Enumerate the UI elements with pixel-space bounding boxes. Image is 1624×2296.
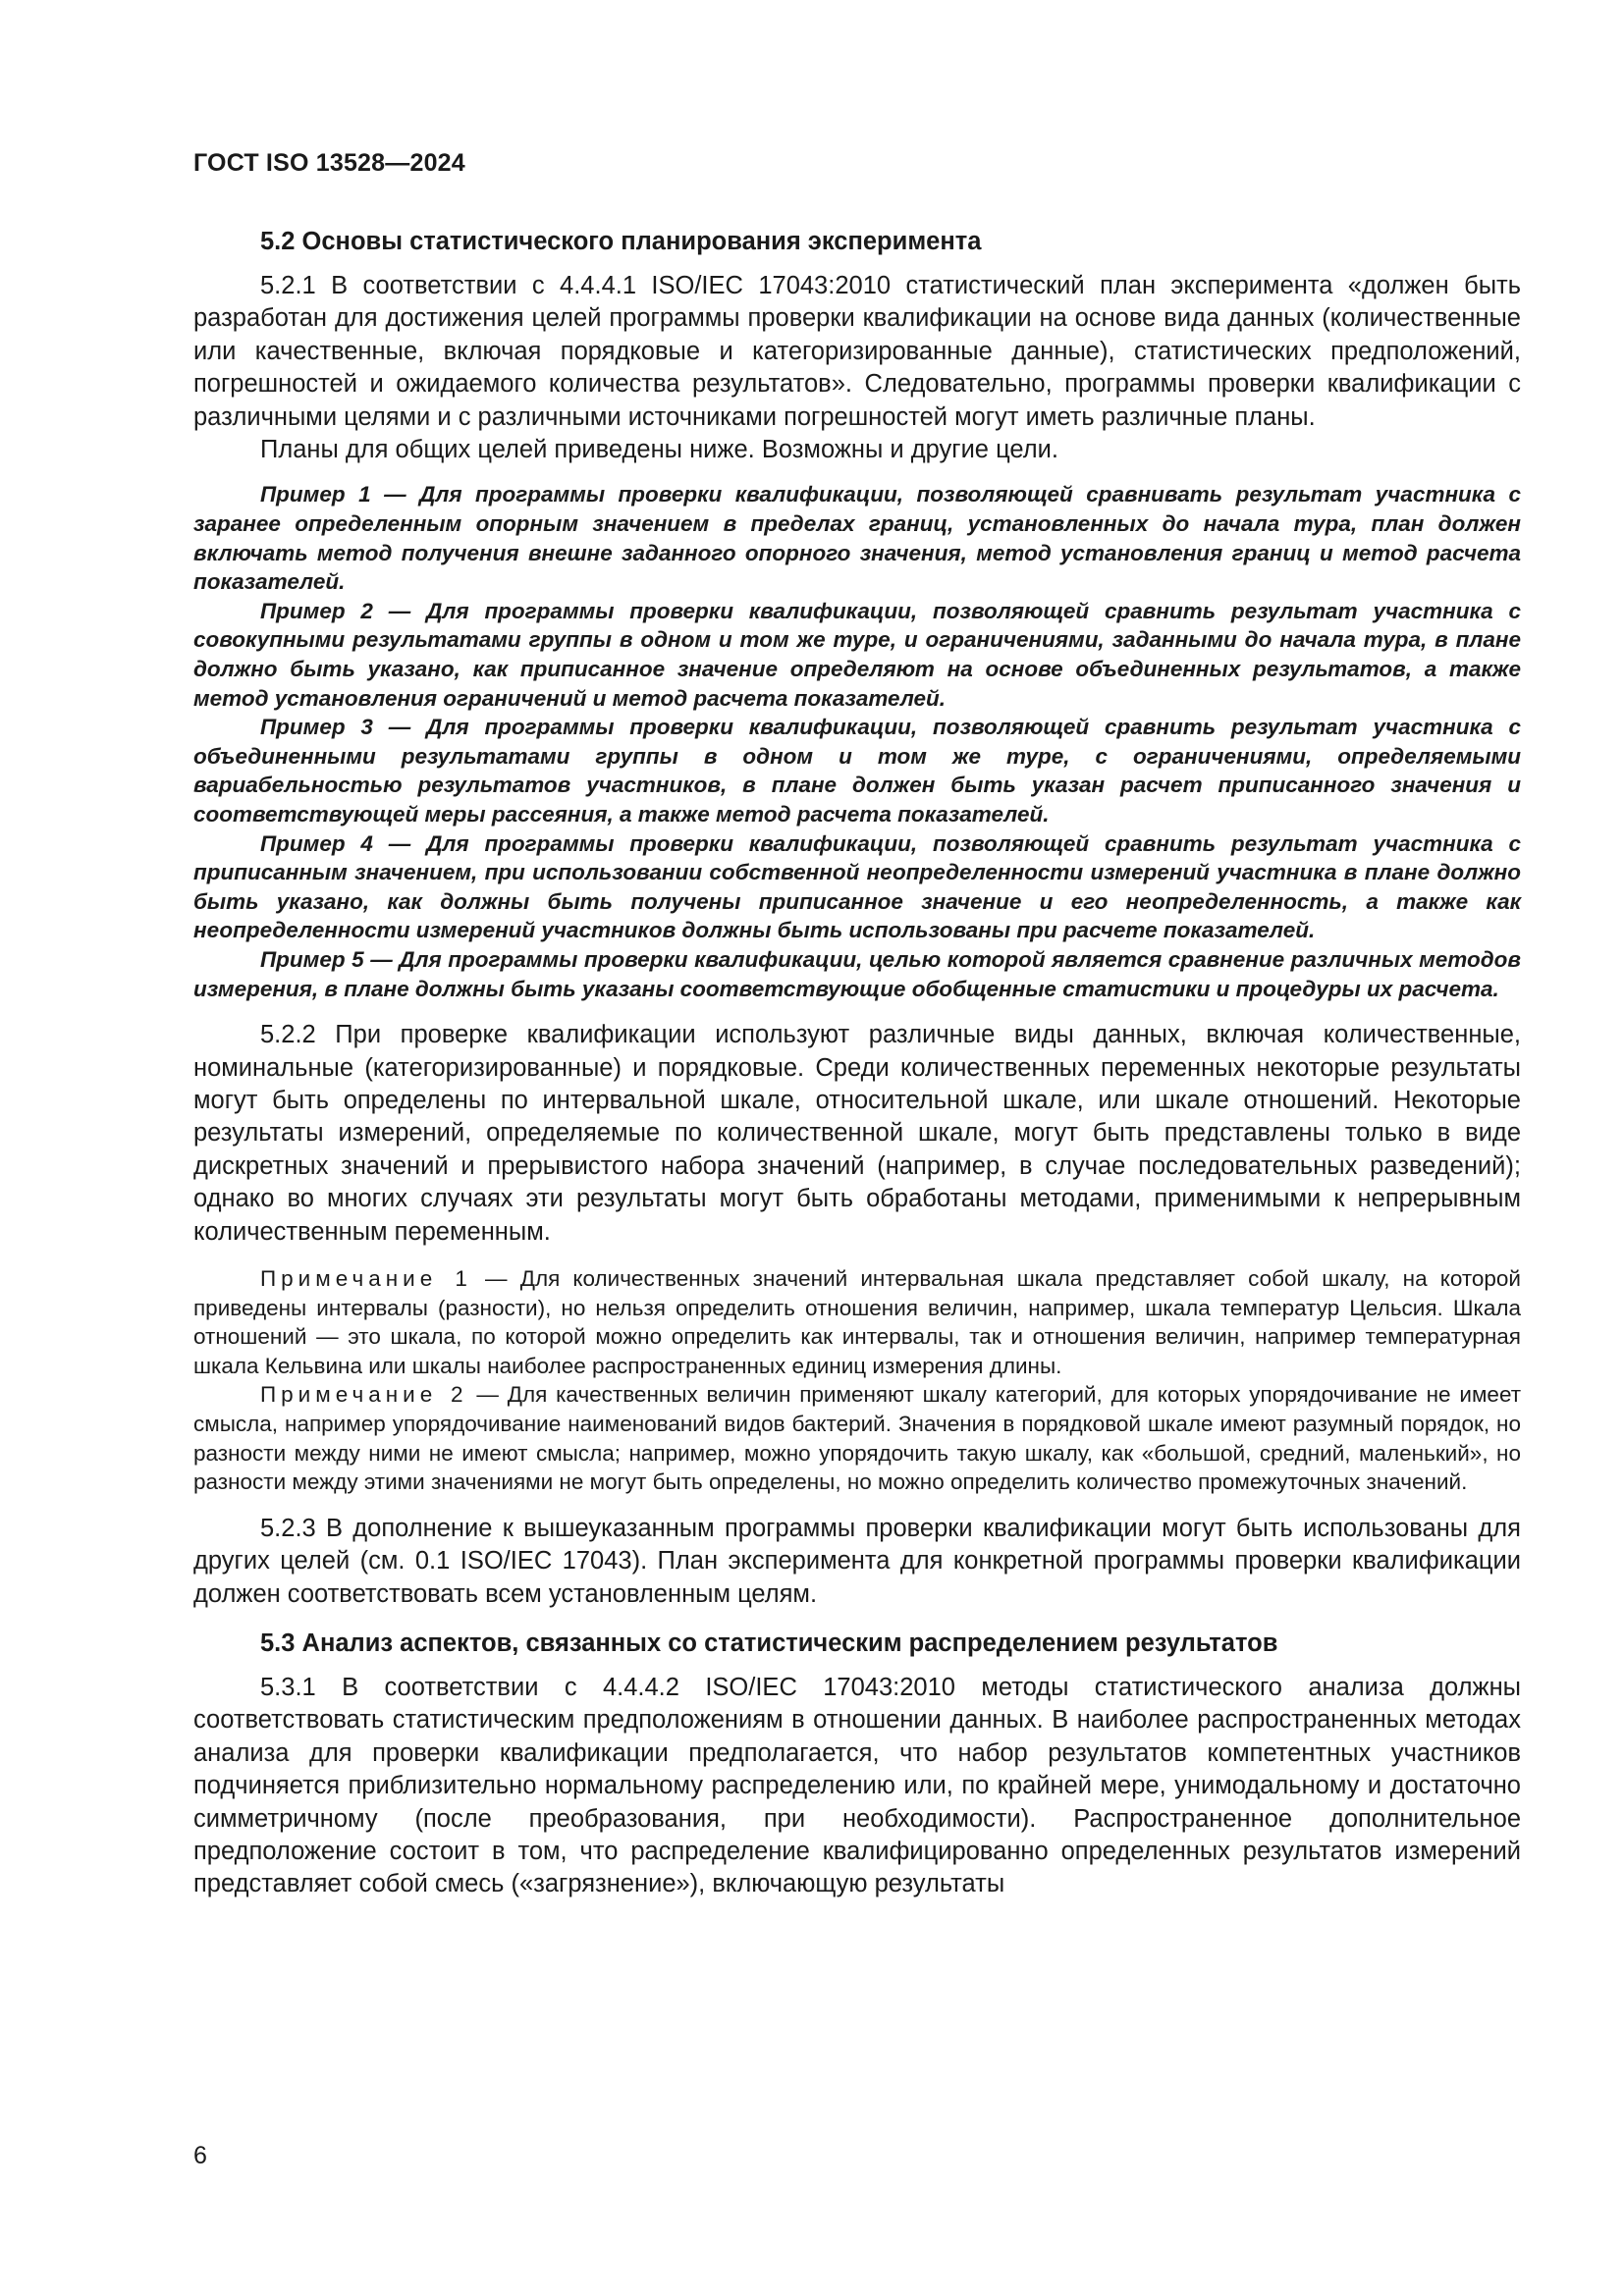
example-1: Пример 1 — Для программы проверки квалификации, позволяющей сравнивать результат участника с заранее определенным опорным значением в пределах границ, установленных до начала тура, план должен включать метод получения внешне заданного опорного значения, метод установления границ и метод расчета показателей. — [193, 482, 1521, 595]
paragraph-5-2-2: 5.2.2 При проверке квалификации используют различные виды данных, включая количественные, номинальные (категоризированные) и порядковые. Среди количественных переменных некоторые результаты могут быть определены по интервальной шкале, относительной шкале, или шкале отношений. Некоторые результаты измерений, определяемые по количественной шкале, могут быть представлены только в виде дискретных значений и прерывистого набора значений (например, в случае последовательных разведений); однако во многих случаях эти результаты могут быть обработаны методами, применимыми к непрерывным количественным переменным. — [193, 1021, 1521, 1246]
note-1 — [193, 1264, 1521, 1380]
paragraph-5-2-3: 5.2.3 В дополнение к вышеуказанным программы проверки квалификации могут быть использованы для других целей (см. 0.1 ISO/IEC 17043). План эксперимента для конкретной программы проверки квалификации должен соответствовать всем установленным целям. — [193, 1514, 1521, 1608]
example-5: Пример 5 — Для программы проверки квалификации, целью которой является сравнение различных методов измерения, в плане должны быть указаны соответствующие обобщенные статистики и процедуры их расчета. — [193, 946, 1521, 1001]
document-body — [193, 218, 1521, 1901]
note-2-text: — Для качественных величин применяют шкалу категорий, для которых упорядочивание не имеет смысла, например упорядочивание наименований видов бактерий. Значения в порядковой шкале имеют разумный порядок, но разности между ними не имеют смысла; например, можно упорядочить такую шкалу, как «большой, средний, маленький», но разности между этими значениями не могут быть определены, но можно определить количество промежуточных значений. — [193, 1382, 1522, 1495]
example-3: Пример 3 — Для программы проверки квалификации, позволяющей сравнить результат участника с объединенными результатами группы в одном и том же туре, с ограничениями, определяемыми вариабельностью результатов участников, в плане должен быть указан расчет приписанного значения и соответствующей меры рассеяния, а также метод расчета показателей. — [193, 715, 1521, 827]
note-2 — [193, 1380, 1521, 1496]
section-5-3-title: 5.3 Анализ аспектов, связанных со статистическим распределением результатов — [260, 1629, 1278, 1657]
paragraph-5-3-1: 5.3.1 В соответствии с 4.4.4.2 ISO/IEC 17043:2010 методы статистического анализа должны соответствовать статистическим предположениям в отношении данных. В наиболее распространенных методах анализа для проверки квалификации предполагается, что набор результатов компетентных участников подчиняется приблизительно нормальному распределению или, по крайней мере, унимодальному и достаточно симметричному (после преобразования, при необходимости). Распространенное дополнительное предположение состоит в том, что распределение квалифицированно определенных результатов измерений представляет собой смесь («загрязнение»), включающую результаты — [193, 1673, 1521, 1898]
example-2: Пример 2 — Для программы проверки квалификации, позволяющей сравнить результат участника с совокупными результатами группы в одном и том же туре, и ограничениями, заданными до начала тура, в плане должно быть указано, как приписанное значение определяют на основе объединенных результатов, а также метод установления ограничений и метод расчета показателей. — [193, 598, 1521, 711]
note-2-label: Примечание 2 — [260, 1382, 468, 1408]
example-4: Пример 4 — Для программы проверки квалификации, позволяющей сравнить результат участника с приписанным значением, при использовании собственной неопределенности измерений участника в плане должно быть указано, как должны быть получены приписанное значение и его неопределенность, а также как неопределенности измерений участников должны быть использованы при расчете показателей. — [193, 830, 1521, 943]
section-5-2-title: 5.2 Основы статистического планирования эксперимента — [260, 228, 982, 255]
note-1-text: — Для количественных значений интервальная шкала представляет собой шкалу, на которой приведены интервалы (разности), но нельзя определить отношения величин, например, шкала температур Цельсия. Шкала отношений — это шкала, по которой можно определить как интервалы, так и отношения величин, например температурная шкала Кельвина или шкалы наиболее распространенных единиц измерения длины. — [193, 1265, 1522, 1378]
document-header: ГОСТ ISO 13528—2024 — [193, 149, 465, 177]
examples-block — [193, 480, 1521, 1003]
paragraph-5-2-1: 5.2.1 В соответствии с 4.4.4.1 ISO/IEC 17043:2010 статистический план эксперимента «должен быть разработан для достижения целей программы проверки квалификации на основе вида данных (количественные или качественные, включая порядковые и категоризированные данные), статистических предположений, погрешностей и ожидаемого количества результатов». Следовательно, программы проверки квалификации с различными целями и с различными источниками погрешностей могут иметь различные планы. — [193, 272, 1521, 431]
page-number: 6 — [193, 2142, 207, 2169]
paragraph-plans: Планы для общих целей приведены ниже. Возможны и другие цели. — [260, 436, 1058, 464]
note-1-label: Примечание 1 — [260, 1265, 472, 1291]
